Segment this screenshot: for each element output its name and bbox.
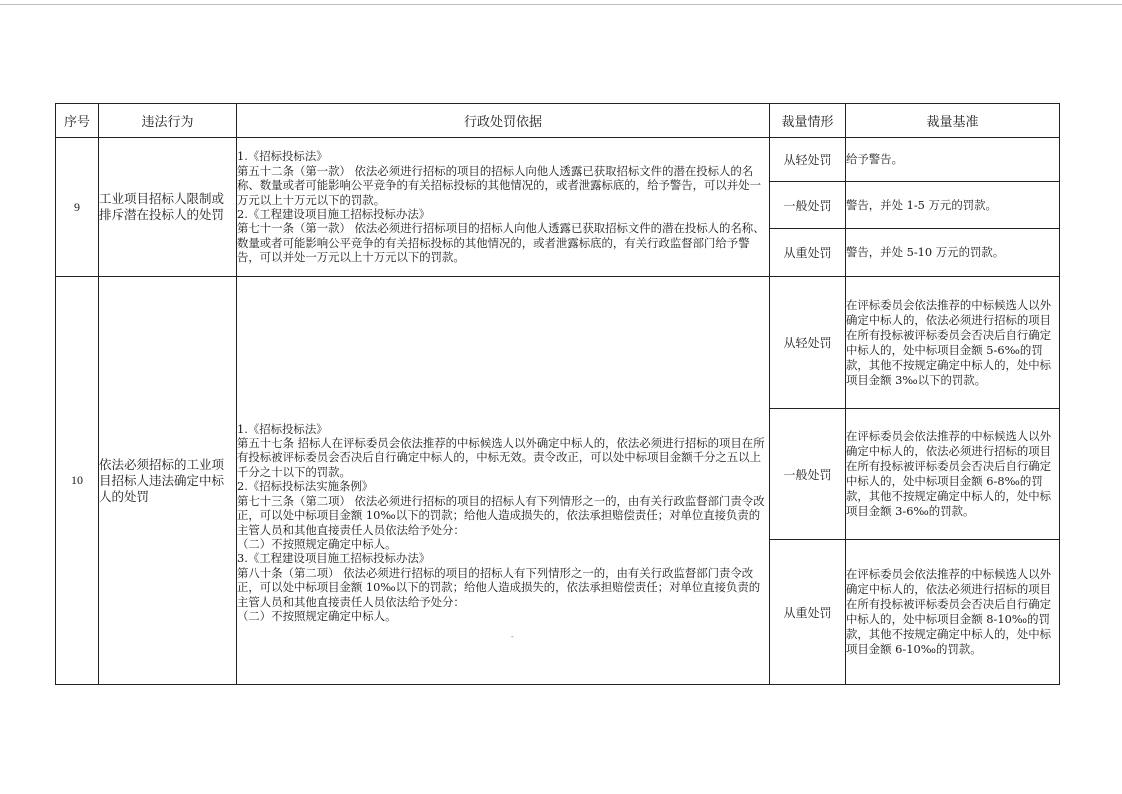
row-seq: 9 — [56, 138, 99, 277]
row-seq: 10 — [56, 277, 99, 685]
basis-line: 第七十一条（第一款） 依法必须进行招标项目的招标人向他人透露已获取招标文件的潜在投标人的名称、数量或者可能影响公平竞争的有关招标投标的其他情况的，或者泄露标底的，有关行政监督部门给予警告，可以并处一万元以上十万元以下的罚款。 — [237, 221, 765, 265]
header-act: 违法行为 — [99, 104, 237, 138]
basis-line: 第五十七条 招标人在评标委员会依法推荐的中标候选人以外确定中标人的，依法必须进行招标的项目在所有投标被评标委员会否决后自行确定中标人的，中标无效。责令改正，可以处中标项目金额千分之五以上千分之十以下的罚款。 — [237, 436, 765, 479]
table-row — [56, 138, 1060, 182]
penalty-discretion-table — [55, 103, 1060, 685]
standard-cell: 在评标委员会依法推荐的中标候选人以外确定中标人的，依法必须进行招标的项目在所有投标被评标委员会否决后自行确定中标人的，处中标项目金额 8-10‰的罚款，其他不按规定确定中标人的，处中标项目金额 6-10‰的罚款。 — [846, 540, 1060, 685]
standard-cell: 在评标委员会依法推荐的中标候选人以外确定中标人的，依法必须进行招标的项目在所有投标被评标委员会否决后自行确定中标人的，处中标项目金额 6-8‰的罚款，其他不按规定确定中标人的，处中标项目金额 3-6‰的罚款。 — [846, 409, 1060, 540]
basis-line: （二）不按照规定确定中标人。 — [237, 608, 397, 623]
scan-speck: ‐ — [511, 632, 514, 641]
situation-cell: 从轻处罚 — [770, 138, 846, 182]
situation-cell: 从重处罚 — [770, 540, 846, 685]
header-standard: 裁量基准 — [846, 104, 1060, 138]
table-row — [56, 277, 1060, 409]
header-seq: 序号 — [56, 104, 99, 138]
row-act: 依法必须招标的工业项目招标人违法确定中标人的处罚 — [99, 277, 237, 685]
top-rule — [0, 4, 1122, 5]
basis-line: 2.《工程建设项目施工招标投标办法》 — [237, 207, 431, 221]
basis-line: 1.《招标投标法》 — [237, 421, 328, 436]
row-act: 工业项目招标人限制或排斥潜在投标人的处罚 — [99, 138, 237, 277]
situation-cell: 从重处罚 — [770, 229, 846, 277]
basis-line: 1.《招标投标法》 — [237, 149, 328, 164]
standard-cell: 在评标委员会依法推荐的中标候选人以外确定中标人的，依法必须进行招标的项目在所有投标被评标委员会否决后自行确定中标人的，处中标项目金额 5-6‰的罚款，其他不按规定确定中标人的，处中标项目金额 3‰以下的罚款。 — [846, 277, 1060, 409]
basis-line: 2.《招标投标法实施条例》 — [237, 479, 374, 494]
header-basis: 行政处罚依据 — [237, 104, 770, 138]
table-header-row — [56, 104, 1060, 138]
situation-cell: 从轻处罚 — [770, 277, 846, 409]
basis-line: 第五十二条（第一款） 依法必须进行招标的项目的招标人向他人透露已获取招标文件的潜在投标人的名称、数量或者可能影响公平竞争的有关招标投标的其他情况的，或者泄露标底的，给予警告，可以并处一万元以上十万元以下的罚款。 — [237, 163, 761, 207]
row-basis — [237, 138, 770, 277]
standard-cell: 给予警告。 — [846, 138, 1060, 182]
basis-line: 3.《工程建设项目施工招标投标办法》 — [237, 551, 431, 566]
header-situation: 裁量情形 — [770, 104, 846, 138]
situation-cell: 一般处罚 — [770, 409, 846, 540]
standard-cell: 警告，并处 5-10 万元的罚款。 — [846, 229, 1060, 277]
basis-line: 第八十条（第二项） 依法必须进行招标的项目的招标人有下列情形之一的，由有关行政监督部门责令改正，可以处中标项目金额 10‰以下的罚款；给他人造成损失的，依法承担赔偿责任；对单位直接负责的主管人员和其他直接责任人员依法给予处分： — [237, 565, 761, 609]
basis-line: 第七十三条（第二项） 依法必须进行招标的项目的招标人有下列情形之一的，由有关行政监督部门责令改正，可以处中标项目金额 10‰以下的罚款；给他人造成损失的，依法承担赔偿责任；对单位直接负责的主管人员和其他直接责任人员依法给予处分： — [237, 493, 765, 537]
basis-line: （二）不按照规定确定中标人。 — [237, 536, 397, 551]
standard-cell: 警告，并处 1-5 万元的罚款。 — [846, 182, 1060, 229]
situation-cell: 一般处罚 — [770, 182, 846, 229]
row-basis — [237, 277, 770, 685]
